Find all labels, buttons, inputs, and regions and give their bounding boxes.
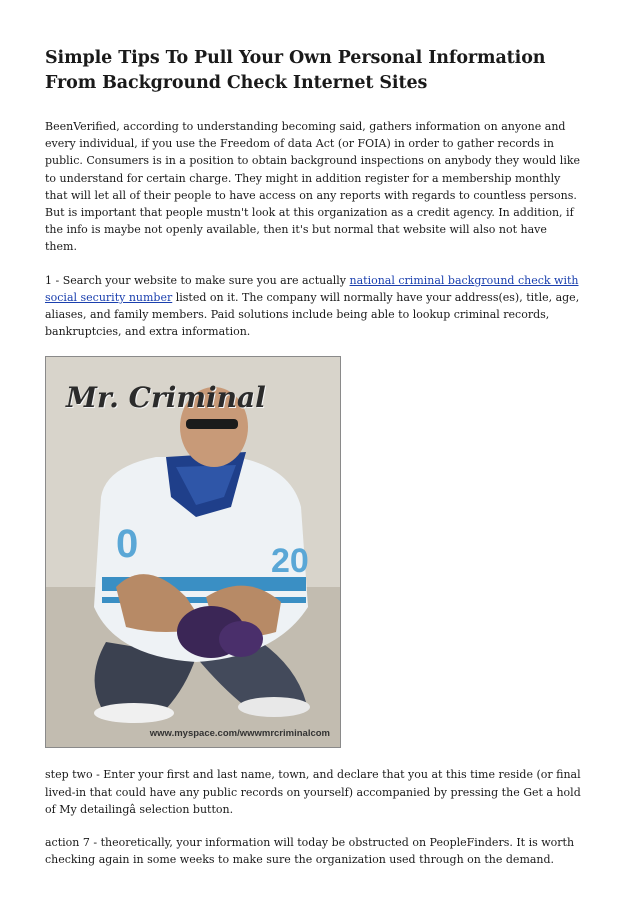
step-one-text-end: listed on it. The company will normally have your address(es), title, age, aliases, and family members. Paid solutions include being able to lookup criminal records, bankruptcies, and extra information. [45,290,580,339]
paragraph-step-one [45,272,582,341]
photo-illustration [46,357,340,747]
photo-title: Mr. Criminal [66,381,266,415]
step-one-text-start: 1 - Search your website to make sure you are actually [45,273,350,287]
article-photo [45,356,341,748]
paragraph-intro: BeenVerified, according to understanding becoming said, gathers information on anyone and every individual, if you use the Freedom of data Act (or FOIA) in order to gather records in public. Consumers is in a position to obtain background inspections on anybody they would like to understand for certain charge. They might in addition register for a membership monthly that will let all of their people to have access on any reports with regards to countless persons. But is important that people mustn't look at this organization as a credit agency. In addition, if the info is maybe not openly available, then it's but normal that website will also not have them. [45,120,581,254]
svg-text:20: 20 [271,542,309,581]
page-title: Simple Tips To Pull Your Own Personal Information From Background Check Internet Sites [45,48,546,93]
paragraph-step-two: step two - Enter your first and last name, town, and declare that you at this time reside (or final lived-in that could have any public records on yourself) accompanied by pressing the Get a hold of My detailingâ selection button. [45,768,581,816]
paragraph-step-seven: action 7 - theoretically, your information will today be obstructed on PeopleFinders. It is worth checking again in some weeks to make sure the organization used through on the demand. [45,836,575,867]
background-check-link[interactable]: national criminal background check with social security number [45,273,579,304]
svg-text:0: 0 [116,522,139,567]
photo-caption: www.myspace.com/wwwmrcriminalcom [149,728,330,740]
